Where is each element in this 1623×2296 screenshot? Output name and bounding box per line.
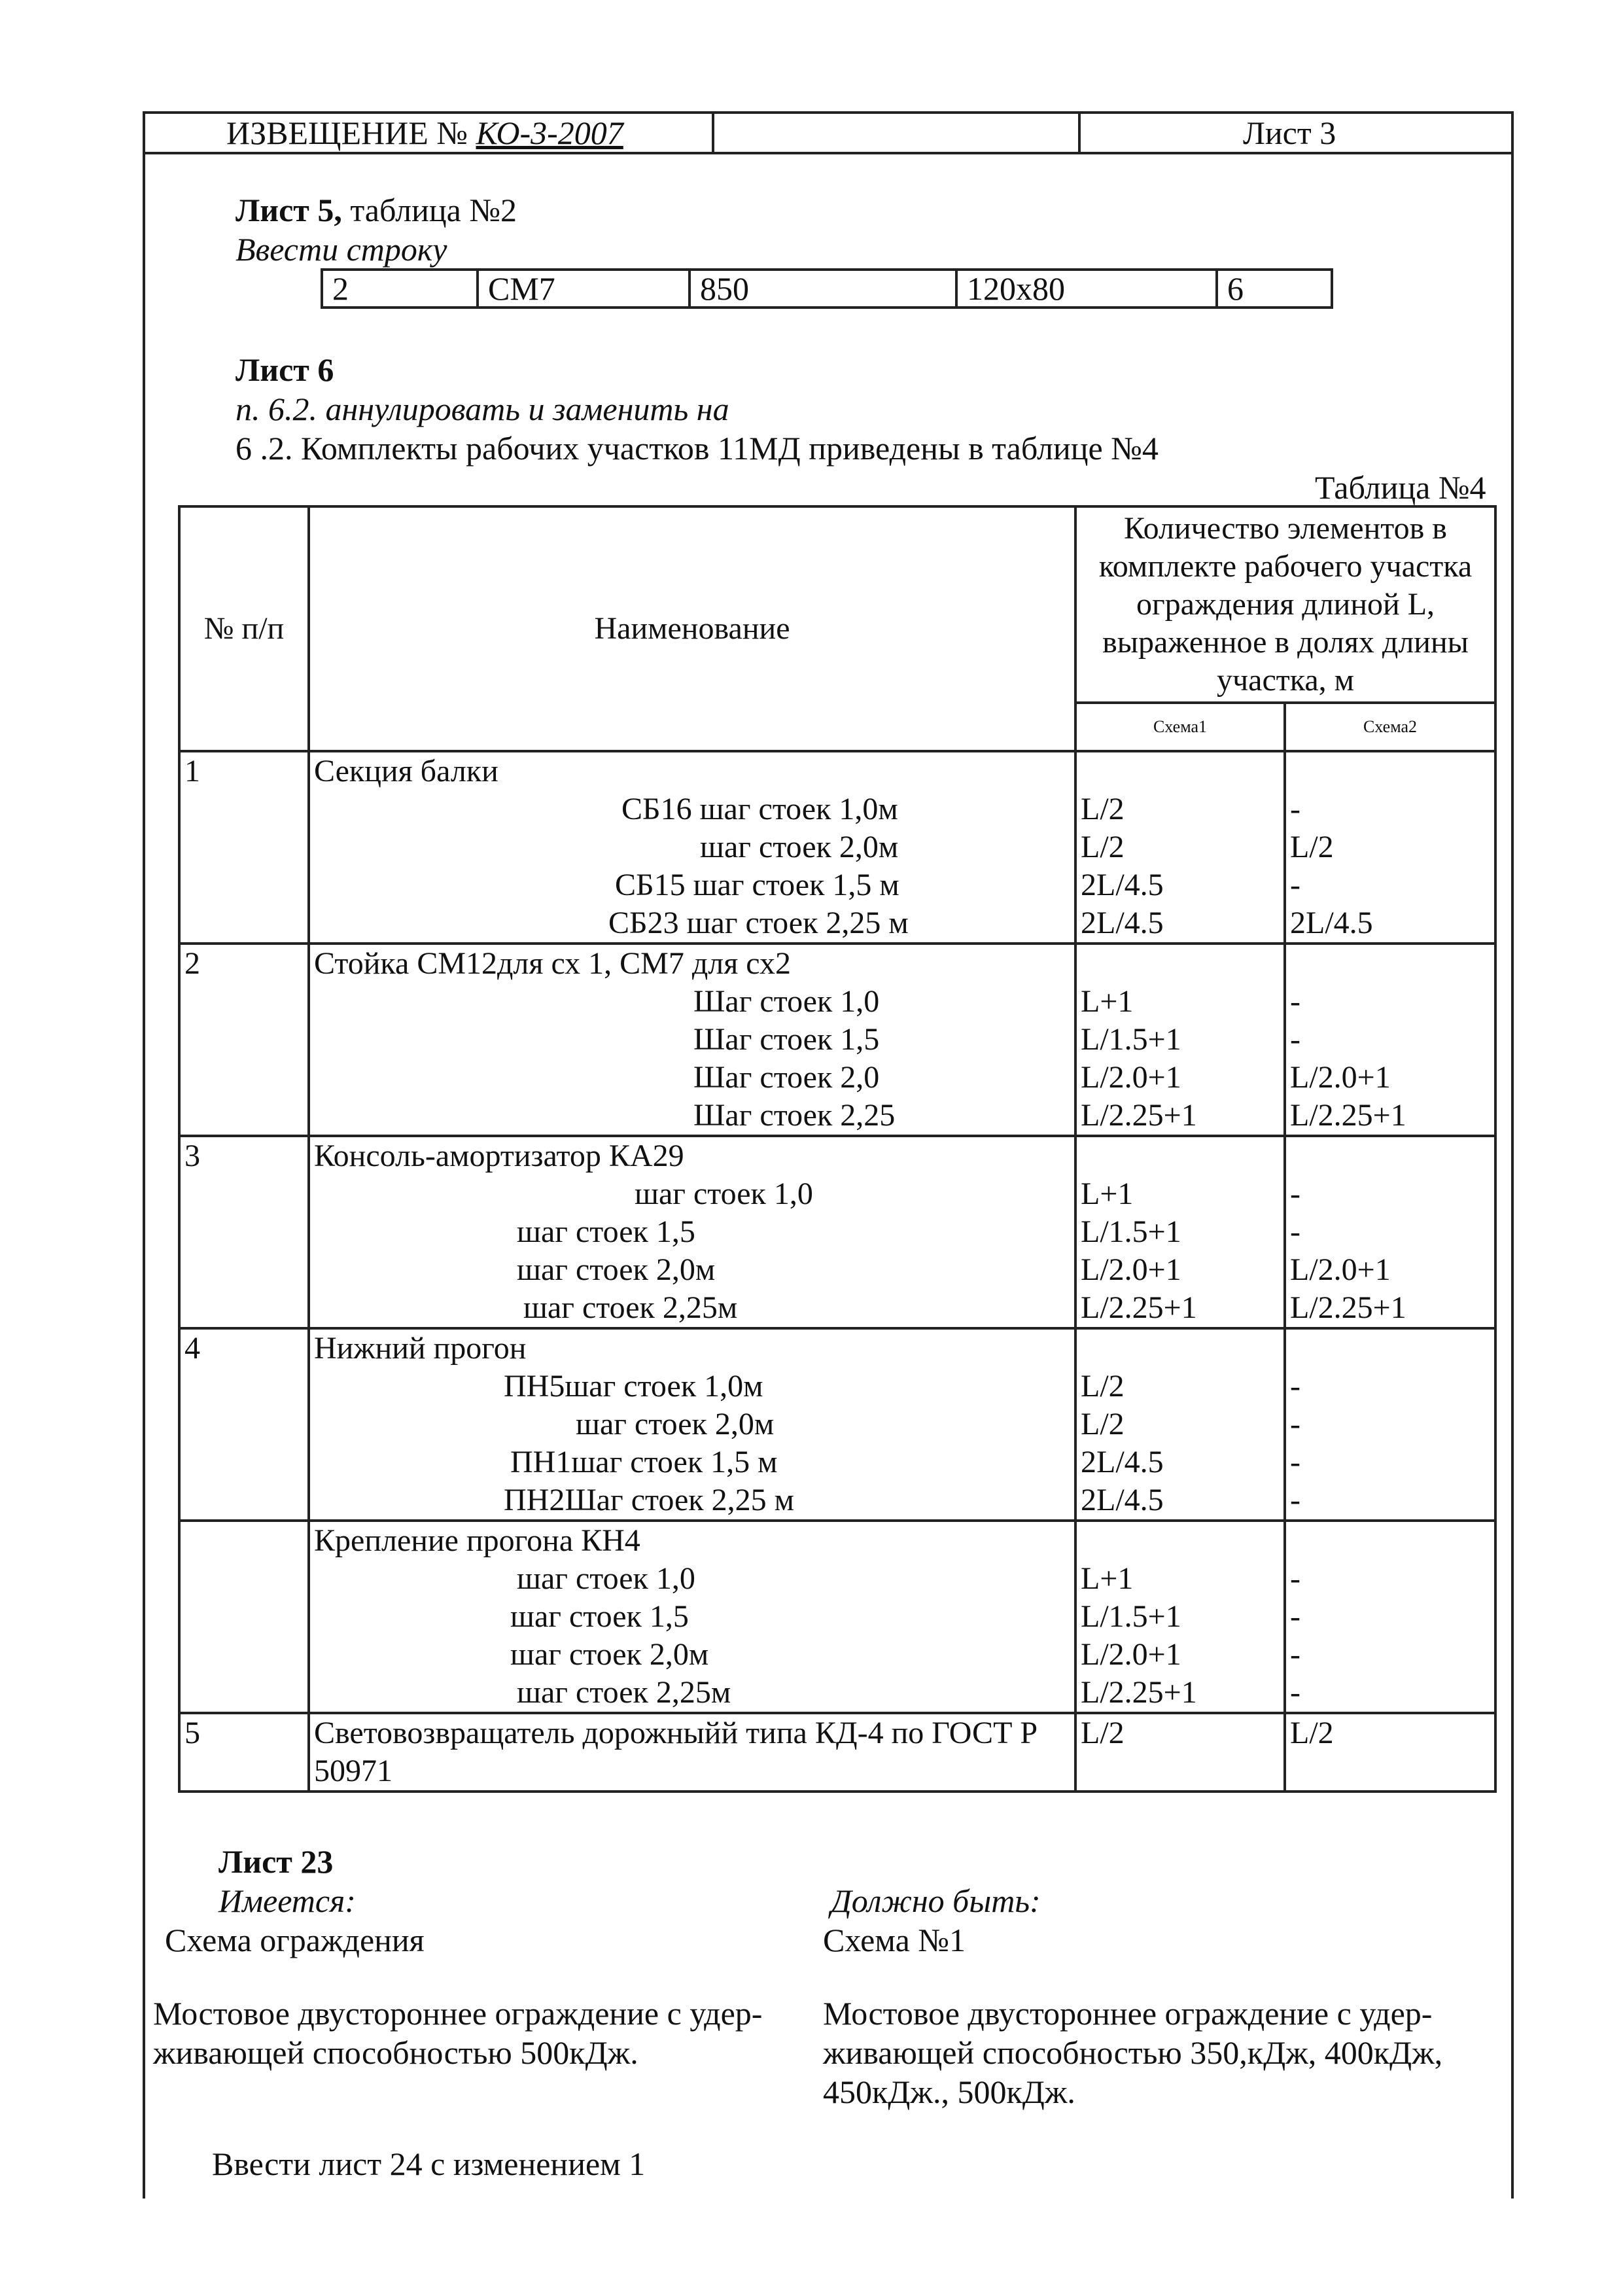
row-scheme1	[1075, 1136, 1285, 1328]
item-s2: L/2.0+1	[1290, 1252, 1391, 1287]
item-s2: -	[1290, 868, 1300, 902]
item-name: Шаг стоек 1,0	[693, 984, 880, 1019]
should-be-text-line-2: живающей способностью 350,кДж, 400кДж,	[823, 2034, 1443, 2071]
table-caption: Таблица №4	[1315, 469, 1486, 506]
item-name: ПН1шаг стоек 1,5 м	[510, 1445, 778, 1479]
existing-label: Имеется:	[218, 1882, 356, 1919]
item-s2: -	[1290, 1599, 1300, 1634]
item-s2: -	[1290, 1445, 1300, 1479]
inserted-cell-4: 120x80	[958, 271, 1218, 306]
row-name	[309, 1521, 1075, 1713]
should-be-heading: Схема №1	[823, 1922, 966, 1958]
item-name: Шаг стоек 2,25	[693, 1098, 896, 1133]
existing-text-line-1: Мостовое двустороннее ограждение с удер-	[153, 1995, 763, 2032]
item-s1: L/2.25+1	[1081, 1098, 1197, 1133]
item-s1: L/2.0+1	[1081, 1252, 1181, 1287]
row-num	[179, 1521, 309, 1713]
item-s2: 2L/4.5	[1290, 906, 1373, 940]
item-s1: 2L/4.5	[1081, 1445, 1164, 1479]
row-scheme1	[1075, 944, 1285, 1136]
row-scheme2	[1285, 1136, 1495, 1328]
item-s1: 2L/4.5	[1081, 1483, 1164, 1517]
header-scheme2: Схема2	[1285, 703, 1495, 751]
item-name: Шаг стоек 1,5	[693, 1022, 880, 1057]
footer-text: Ввести лист 24 с изменением 1	[212, 2146, 646, 2182]
notice-title	[145, 114, 714, 152]
group-title: Стойка СМ12для сх 1, СМ7 для сх2	[314, 946, 791, 981]
item-name: шаг стоек 1,0	[635, 1176, 813, 1211]
group-title: Консоль-амортизатор КА29	[314, 1139, 684, 1173]
header-name: Наименование	[309, 506, 1075, 751]
item-name: СБ23 шаг стоек 2,25 м	[608, 906, 909, 940]
item-name: Шаг стоек 2,0	[693, 1060, 880, 1095]
existing-text-line-2: живающей способностью 500кДж.	[153, 2034, 638, 2071]
item-s2: L/2	[1290, 830, 1334, 864]
item-s1: 2L/4.5	[1081, 906, 1164, 940]
item-s1: L/2.0+1	[1081, 1060, 1181, 1095]
item-name: шаг стоек 2,0м	[517, 1252, 716, 1287]
item-name: шаг стоек 2,25м	[517, 1675, 731, 1710]
item-s1: L/2	[1081, 830, 1125, 864]
row-scheme2	[1285, 1521, 1495, 1713]
row-num: 2	[179, 944, 309, 1136]
item-s1: L+1	[1081, 984, 1134, 1019]
should-be-text-line-1: Мостовое двустороннее ограждение с удер-	[823, 1995, 1433, 2032]
item-s1: L/2.0+1	[1081, 1637, 1181, 1672]
item-s1: L/1.5+1	[1081, 1022, 1181, 1057]
inserted-cell-2: СМ7	[479, 271, 691, 306]
row-num: 4	[179, 1328, 309, 1521]
item-s2: -	[1290, 792, 1300, 826]
row-scheme2	[1285, 944, 1495, 1136]
notice-header	[143, 111, 1514, 154]
header-num: № п/п	[179, 506, 309, 751]
item-name: СБ16 шаг стоек 1,0м	[621, 792, 898, 826]
header-qty: Количество элементов в комплекте рабочего участка ограждения длиной L, выраженное в долях длины участка, м	[1075, 506, 1495, 703]
item-s2: -	[1290, 1637, 1300, 1672]
header-scheme1: Схема1	[1075, 703, 1285, 751]
row-scheme1	[1075, 1521, 1285, 1713]
section1-title	[236, 191, 517, 229]
item-name: шаг стоек 2,0м	[700, 830, 899, 864]
item-s1: L/2.25+1	[1081, 1675, 1197, 1710]
item-name: шаг стоек 1,5	[517, 1214, 695, 1249]
section1-instruction: Ввести строку	[236, 231, 447, 268]
item-name: шаг стоек 2,25м	[523, 1290, 738, 1325]
item-name: шаг стоек 2,0м	[576, 1407, 775, 1441]
item-s2: -	[1290, 1407, 1300, 1441]
item-name: СБ15 шаг стоек 1,5 м	[615, 868, 899, 902]
item-s2: -	[1290, 1022, 1300, 1057]
row-num: 3	[179, 1136, 309, 1328]
row-name	[309, 1328, 1075, 1521]
item-s2: -	[1290, 1483, 1300, 1517]
item-s1: L/1.5+1	[1081, 1214, 1181, 1249]
item-s2: -	[1290, 984, 1300, 1019]
table-row	[179, 1713, 1495, 1792]
should-be-label: Должно быть:	[831, 1882, 1041, 1919]
section1-title-rest: таблица №2	[341, 192, 517, 228]
table-row	[179, 1521, 1495, 1713]
item-s1: L+1	[1081, 1561, 1134, 1596]
item-s1: L/2	[1081, 1407, 1125, 1441]
item-name: ПН5шаг стоек 1,0м	[504, 1369, 763, 1404]
item-name: шаг стоек 1,0	[517, 1561, 695, 1596]
section2-instruction: п. 6.2. аннулировать и заменить на	[236, 391, 729, 427]
row-scheme1	[1075, 1328, 1285, 1521]
inserted-row	[321, 268, 1333, 309]
row-scheme2	[1285, 1328, 1495, 1521]
page-frame-right	[1511, 111, 1514, 2199]
row-name: Световозвращатель дорожныйй типа КД-4 по ГОСТ Р 50971	[309, 1713, 1075, 1792]
table-row	[179, 751, 1495, 944]
table-row	[179, 1136, 1495, 1328]
section2-title: Лист 6	[236, 351, 334, 388]
item-s1: L+1	[1081, 1176, 1134, 1211]
item-s1: L/2	[1081, 1369, 1125, 1404]
header-middle-cell	[714, 114, 1081, 152]
item-s1: L/2	[1081, 792, 1125, 826]
components-table	[178, 505, 1497, 1793]
item-s2: L/2.0+1	[1290, 1060, 1391, 1095]
row-num: 5	[179, 1713, 309, 1792]
item-name: ПН2Шаг стоек 2,25 м	[504, 1483, 794, 1517]
row-name	[309, 751, 1075, 944]
section1-title-bold: Лист 5,	[236, 192, 342, 228]
section3-title: Лист 23	[218, 1843, 334, 1880]
existing-heading: Схема ограждения	[165, 1922, 425, 1958]
inserted-cell-3: 850	[691, 271, 958, 306]
table-row	[179, 944, 1495, 1136]
item-s2: -	[1290, 1675, 1300, 1710]
group-title: Секция балки	[314, 754, 498, 788]
section2-text: 6 .2. Комплекты рабочих участков 11МД приведены в таблице №4	[236, 430, 1159, 467]
page-frame-left	[143, 111, 145, 2199]
notice-label: ИЗВЕЩЕНИЕ №	[226, 115, 468, 151]
row-scheme1: L/2	[1075, 1713, 1285, 1792]
item-name: шаг стоек 2,0м	[510, 1637, 709, 1672]
row-scheme2	[1285, 751, 1495, 944]
group-title: Нижний прогон	[314, 1331, 527, 1366]
group-title: Крепление прогона КН4	[314, 1523, 640, 1558]
notice-number: КО-3-2007	[476, 115, 623, 151]
row-name	[309, 1136, 1075, 1328]
should-be-text-line-3: 450кДж., 500кДж.	[823, 2074, 1075, 2110]
row-num: 1	[179, 751, 309, 944]
row-scheme1	[1075, 751, 1285, 944]
item-name: шаг стоек 1,5	[510, 1599, 689, 1634]
item-s2: -	[1290, 1176, 1300, 1211]
item-s2: L/2.25+1	[1290, 1290, 1406, 1325]
item-s2: L/2.25+1	[1290, 1098, 1406, 1133]
item-s2: -	[1290, 1214, 1300, 1249]
item-s1: L/1.5+1	[1081, 1599, 1181, 1634]
item-s2: -	[1290, 1561, 1300, 1596]
row-scheme2: L/2	[1285, 1713, 1495, 1792]
item-s1: L/2.25+1	[1081, 1290, 1197, 1325]
inserted-cell-5: 6	[1227, 270, 1244, 307]
row-name	[309, 944, 1075, 1136]
item-s2: -	[1290, 1369, 1300, 1404]
item-s1: 2L/4.5	[1081, 868, 1164, 902]
inserted-cell-1: 2	[323, 271, 479, 306]
sheet-number: Лист 3	[1243, 115, 1336, 151]
table-header-row	[179, 506, 1495, 703]
table-row	[179, 1328, 1495, 1521]
